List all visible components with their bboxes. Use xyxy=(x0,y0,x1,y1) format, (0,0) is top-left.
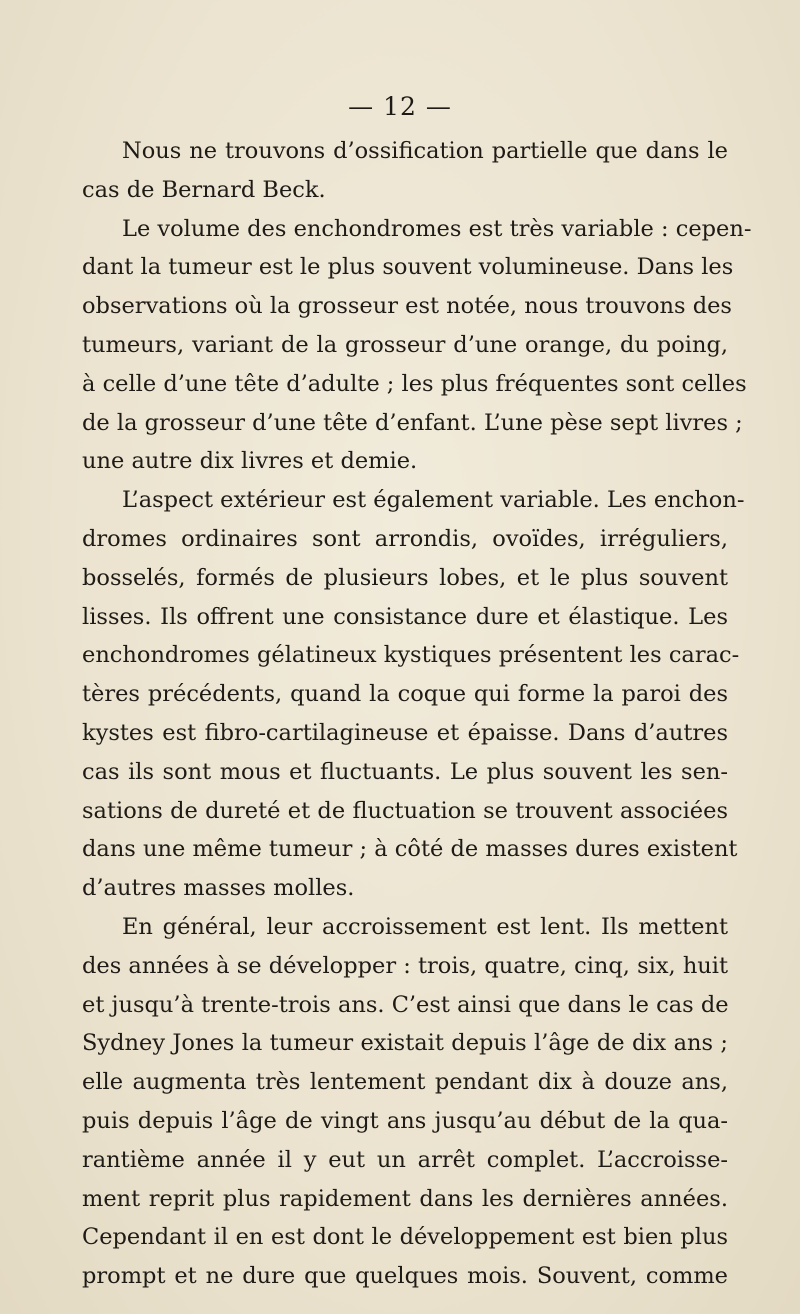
text-line: des années à se développer : trois, quatre, cinq, six, huit xyxy=(82,952,729,979)
text-line: dant la tumeur est le plus souvent volumineuse. Dans les xyxy=(82,254,734,281)
text-line: dans une même tumeur ; à côté de masses dures existent xyxy=(82,836,738,863)
text-line: Cependant il en est dont le développement est bien plus xyxy=(82,1224,728,1251)
text-line: bosselés, formés de plusieurs lobes, et le plus souvent xyxy=(82,564,728,591)
text-line: observations où la grosseur est notée, nous trouvons des xyxy=(82,293,732,320)
text-line: cas ils sont mous et fluctuants. Le plus souvent les sen- xyxy=(82,758,728,785)
text-line: elle augmenta très lentement pendant dix à douze ans, xyxy=(82,1069,728,1096)
text-line: L’aspect extérieur est également variable. Les enchon- xyxy=(122,487,745,514)
text-line: puis depuis l’âge de vingt ans jusqu’au début de la qua- xyxy=(82,1107,728,1134)
text-line: de la grosseur d’une tête d’enfant. L’une pèse sept livres ; xyxy=(82,409,743,436)
text-line: tères précédents, quand la coque qui forme la paroi des xyxy=(82,681,728,708)
text-line: Sydney Jones la tumeur existait depuis l’âge de dix ans ; xyxy=(82,1030,728,1057)
text-line: à celle d’une tête d’adulte ; les plus fréquentes sont celles xyxy=(82,370,747,397)
paragraph xyxy=(82,908,728,1296)
text-line: rantième année il y eut un arrêt complet. L’accroisse- xyxy=(82,1146,728,1173)
text-line: et jusqu’à trente-trois ans. C’est ainsi que dans le cas de xyxy=(82,991,729,1018)
text-line: Le volume des enchondromes est très variable : cepen- xyxy=(122,215,752,242)
paragraph xyxy=(82,210,752,482)
text-line: kystes est fibro-cartilagineuse et épaisse. Dans d’autres xyxy=(82,719,728,746)
text-line: une autre dix livres et demie. xyxy=(82,448,418,475)
text-line: ment reprit plus rapidement dans les dernières années. xyxy=(82,1185,728,1212)
page-number: — 12 — xyxy=(348,92,452,121)
text-line: dromes ordinaires sont arrondis, ovoïdes, irréguliers, xyxy=(82,525,728,552)
text-line: prompt et ne dure que quelques mois. Souvent, comme xyxy=(82,1263,728,1290)
text-line: En général, leur accroissement est lent. Ils mettent xyxy=(122,913,728,940)
paragraph xyxy=(82,132,728,210)
text-line: enchondromes gélatineux kystiques présentent les carac- xyxy=(82,642,740,669)
body-text xyxy=(82,132,752,1296)
text-line: cas de Bernard Beck. xyxy=(82,176,326,203)
text-line: tumeurs, variant de la grosseur d’une orange, du poing, xyxy=(82,331,728,358)
text-line: d’autres masses molles. xyxy=(82,875,355,902)
paragraph xyxy=(82,481,745,908)
text-line: sations de dureté et de fluctuation se trouvent associées xyxy=(82,797,728,824)
text-line: Nous ne trouvons d’ossification partielle que dans le xyxy=(122,138,728,164)
text-line: lisses. Ils offrent une consistance dure et élastique. Les xyxy=(82,603,728,630)
